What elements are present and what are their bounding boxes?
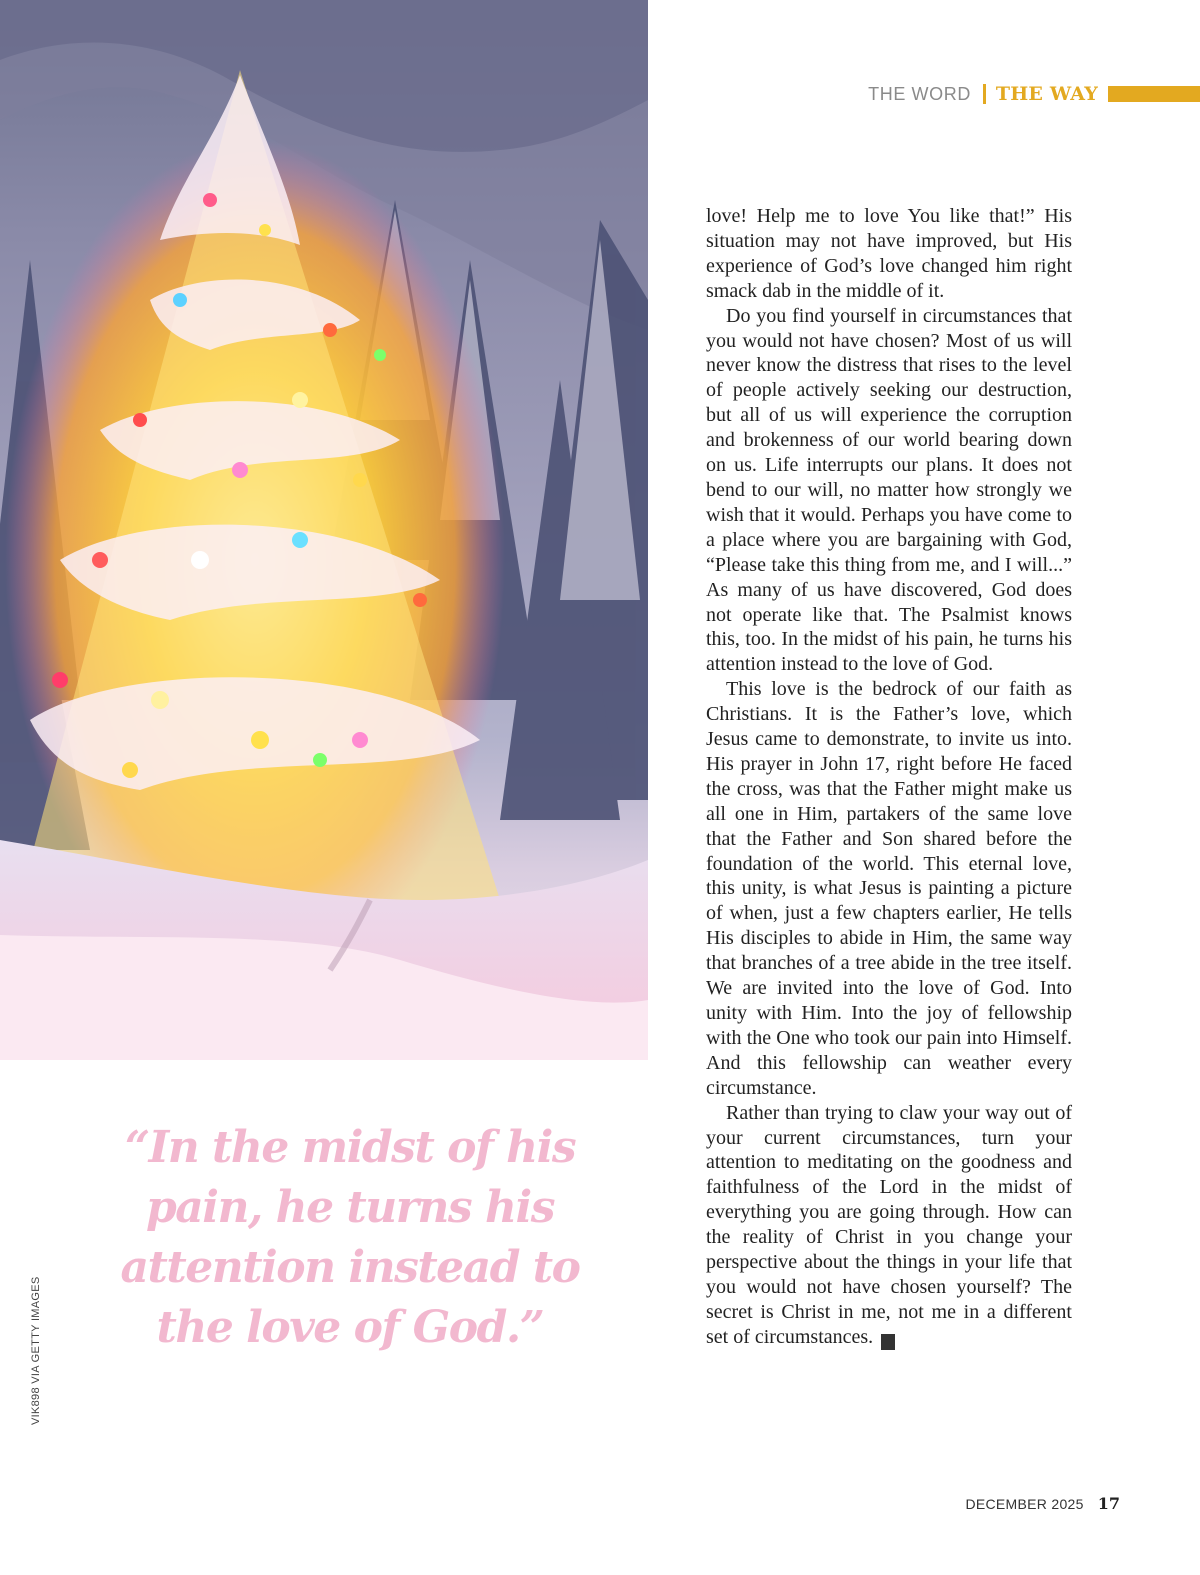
article-paragraph: This love is the bedrock of our faith as Christians. It is the Father’s love, which Jesus came to demonstrate, to invite us into. His prayer in John 17, right before He faced the cross, was that the Father might make us all one in Him, partakers of the same love that the Father and Son shared before the foundation of the world. This eternal love, this unity, is what Jesus is painting a picture of when, just a few chapters earlier, He tells His disciples to abide in Him, the same way that branches of a tree abide in the tree itself. We are invited into the love of God. Into unity with Him. Into the joy of fellowship with the One who took our pain into Himself. And this fellowship can weather every circumstance. — [706, 678, 1072, 1099]
end-mark-icon: W — [881, 1334, 895, 1350]
article-paragraph-last — [706, 1101, 1072, 1350]
section-label: THE WORD — [868, 83, 971, 104]
article-paragraph: Do you find yourself in circumstances that you would not have chosen? Most of us will never know the distress that rises to the level of people actively seeking our destruction, but all of us will experience the corruption and brokenness of our world bearing down on us. Life interrupts our plans. It does not bend to our will, no matter how strongly we wish that it would. Perhaps you have come to a place where you are bargaining with God, “Please take this thing from me, and I will...” As many of us have discovered, God does not operate like that. The Psalmist knows this, too. In the midst of his pain, he turns his attention instead to the love of God. — [706, 304, 1072, 676]
subsection-label: THE WAY — [995, 83, 1098, 105]
section-header — [700, 80, 1200, 108]
hero-photo — [0, 0, 648, 1060]
issue-date: DECEMBER 2025 — [965, 1496, 1084, 1512]
page-footer — [965, 1494, 1120, 1513]
tree-illustration — [0, 0, 648, 1060]
header-divider — [983, 84, 986, 104]
pull-quote: “In the midst of his pain, he turns his attention instead to the love of God.” — [120, 1122, 580, 1353]
article-body — [706, 204, 1072, 1350]
article-paragraph-text: Rather than trying to claw your way out of your current circumstances, turn your attention to meditating on the goodness and faithfulness of the Lord in the midst of everything you are going through. How can the reality of Christ in you change your perspective about the things in your life that you would not have chosen yourself? The secret is Christ in me, not me in a different set of circumstances. — [706, 1101, 1072, 1348]
header-accent-bar — [1108, 86, 1200, 102]
photo-credit — [30, 1276, 44, 1425]
page-number: 17 — [1097, 1494, 1120, 1513]
photo-credit-text: VIK898 VIA GETTY IMAGES — [30, 1276, 42, 1425]
article-paragraph: love! Help me to love You like that!” His situation may not have improved, but His experience of God’s love changed him right smack dab in the middle of it. — [706, 205, 1072, 302]
